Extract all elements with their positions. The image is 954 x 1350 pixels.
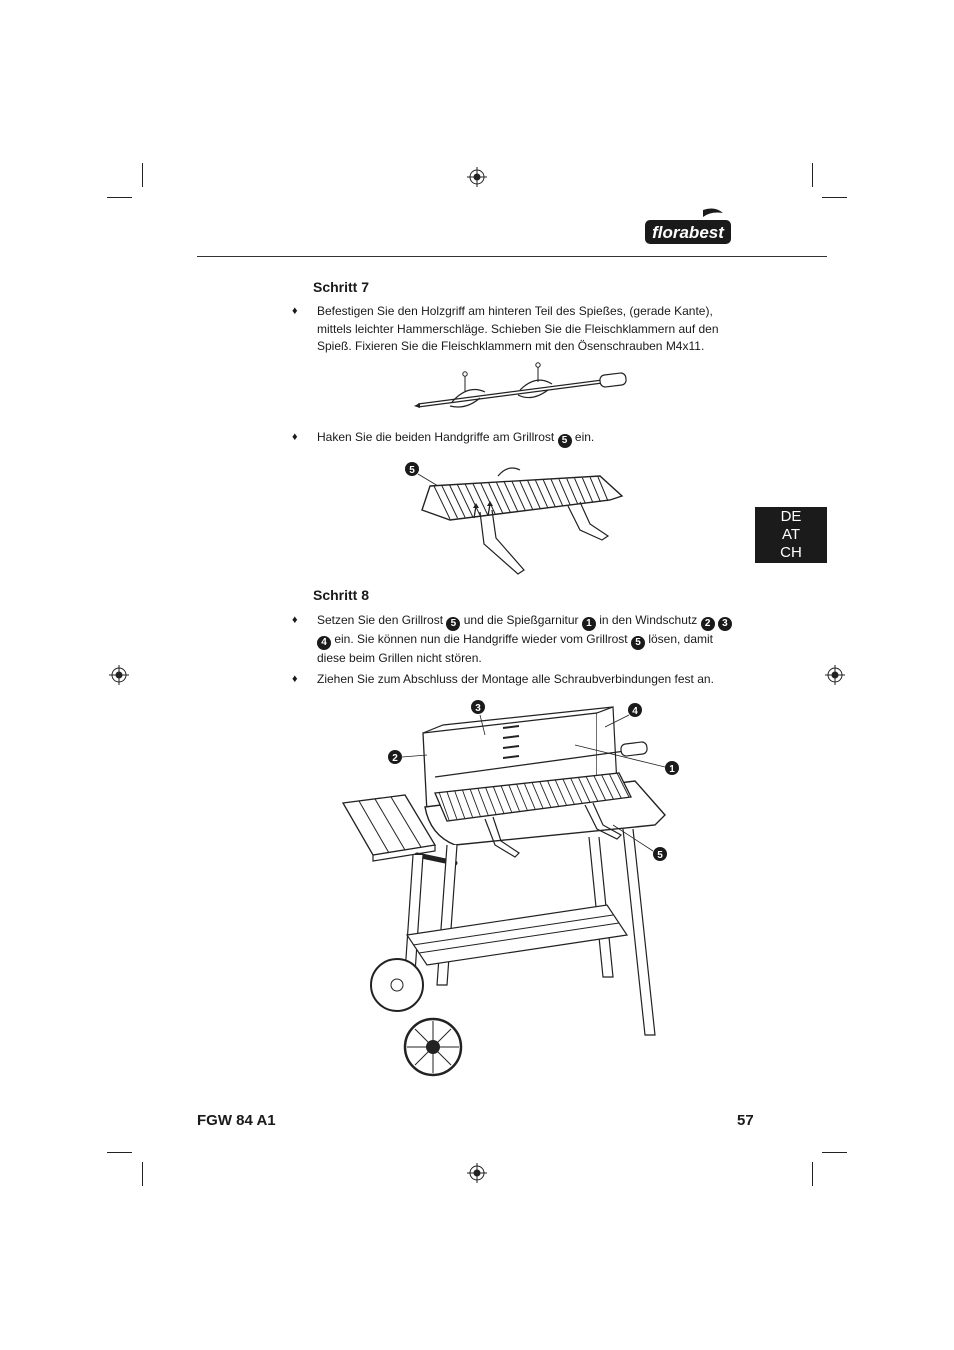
crop-mark <box>142 163 143 187</box>
step8-bullet-1 <box>292 612 732 668</box>
logo-text: florabest <box>652 223 724 242</box>
part-number-badge: 5 <box>446 617 460 631</box>
step7-heading: Schritt 7 <box>313 279 370 295</box>
bullet-diamond-icon: ♦ <box>292 431 298 443</box>
bullet-diamond-icon: ♦ <box>292 673 298 685</box>
registration-mark-icon <box>825 665 845 685</box>
crop-mark <box>822 197 847 198</box>
lang-at: AT <box>781 526 801 543</box>
bullet-diamond-icon: ♦ <box>292 305 298 317</box>
step8-text-c: in den Windschutz <box>599 613 698 627</box>
step7-bullet-1 <box>292 303 732 356</box>
step8-text-e: lösen, damit diese beim Grillen nicht stören. <box>317 632 714 665</box>
crop-mark <box>142 1162 143 1186</box>
part-number-badge: 2 <box>701 617 715 631</box>
spit-assembly-figure <box>410 362 635 412</box>
language-tab <box>755 507 827 563</box>
step8-text-d: ein. Sie können nun die Handgriffe wieder vom Grillrost <box>334 632 628 646</box>
step8-heading: Schritt 8 <box>313 587 370 603</box>
step8-bullet-2 <box>292 671 732 689</box>
part-number-badge: 1 <box>582 617 596 631</box>
grill-part-label-2: 2 <box>392 753 398 764</box>
crop-mark <box>812 163 813 187</box>
grill-part-label-3: 3 <box>475 703 481 714</box>
grill-part-label-5: 5 <box>657 850 663 861</box>
crop-mark <box>107 1152 132 1153</box>
step7-bullet-2 <box>292 429 732 448</box>
part-number-badge: 3 <box>718 617 732 631</box>
model-number: FGW 84 A1 <box>197 1112 276 1129</box>
assembled-grill-figure <box>335 695 680 1085</box>
grill-part-label-4: 4 <box>632 706 638 717</box>
step7-bullet-1-text: Befestigen Sie den Holzgriff am hinteren Teil des Spießes, (gerade Kante), mittels leichter Hammerschläge. Schieben Sie die Fleischklammern auf den Spieß. Fixieren Sie die Fleischklammern mit den Ösenschrauben M4x11. <box>317 304 719 353</box>
crop-mark <box>822 1152 847 1153</box>
page-number: 57 <box>737 1112 754 1129</box>
step8-text-b: und die Spießgarnitur <box>463 613 579 627</box>
step7-bullet-2-text-a: Haken Sie die beiden Handgriffe am Grillrost <box>317 430 555 444</box>
part-number-badge: 5 <box>631 636 645 650</box>
lang-de: DE <box>780 508 802 525</box>
step8-bullet-2-text: Ziehen Sie zum Abschluss der Montage alle Schraubverbindungen fest an. <box>317 672 714 686</box>
registration-mark-icon <box>467 1163 487 1183</box>
florabest-logo <box>645 207 733 245</box>
lang-ch: CH <box>780 544 802 561</box>
part-number-badge: 4 <box>317 636 331 650</box>
crop-mark <box>107 197 132 198</box>
registration-mark-icon <box>467 167 487 187</box>
bullet-diamond-icon: ♦ <box>292 614 298 626</box>
grill-grate-figure <box>400 458 632 580</box>
grate-part-label: 5 <box>409 465 415 476</box>
registration-mark-icon <box>109 665 129 685</box>
crop-mark <box>812 1162 813 1186</box>
part-number-badge: 5 <box>558 434 572 448</box>
step8-text-a: Setzen Sie den Grillrost <box>317 613 444 627</box>
step7-bullet-2-text-b: ein. <box>574 430 595 444</box>
header-rule <box>197 256 827 257</box>
grill-part-label-1: 1 <box>669 764 675 775</box>
